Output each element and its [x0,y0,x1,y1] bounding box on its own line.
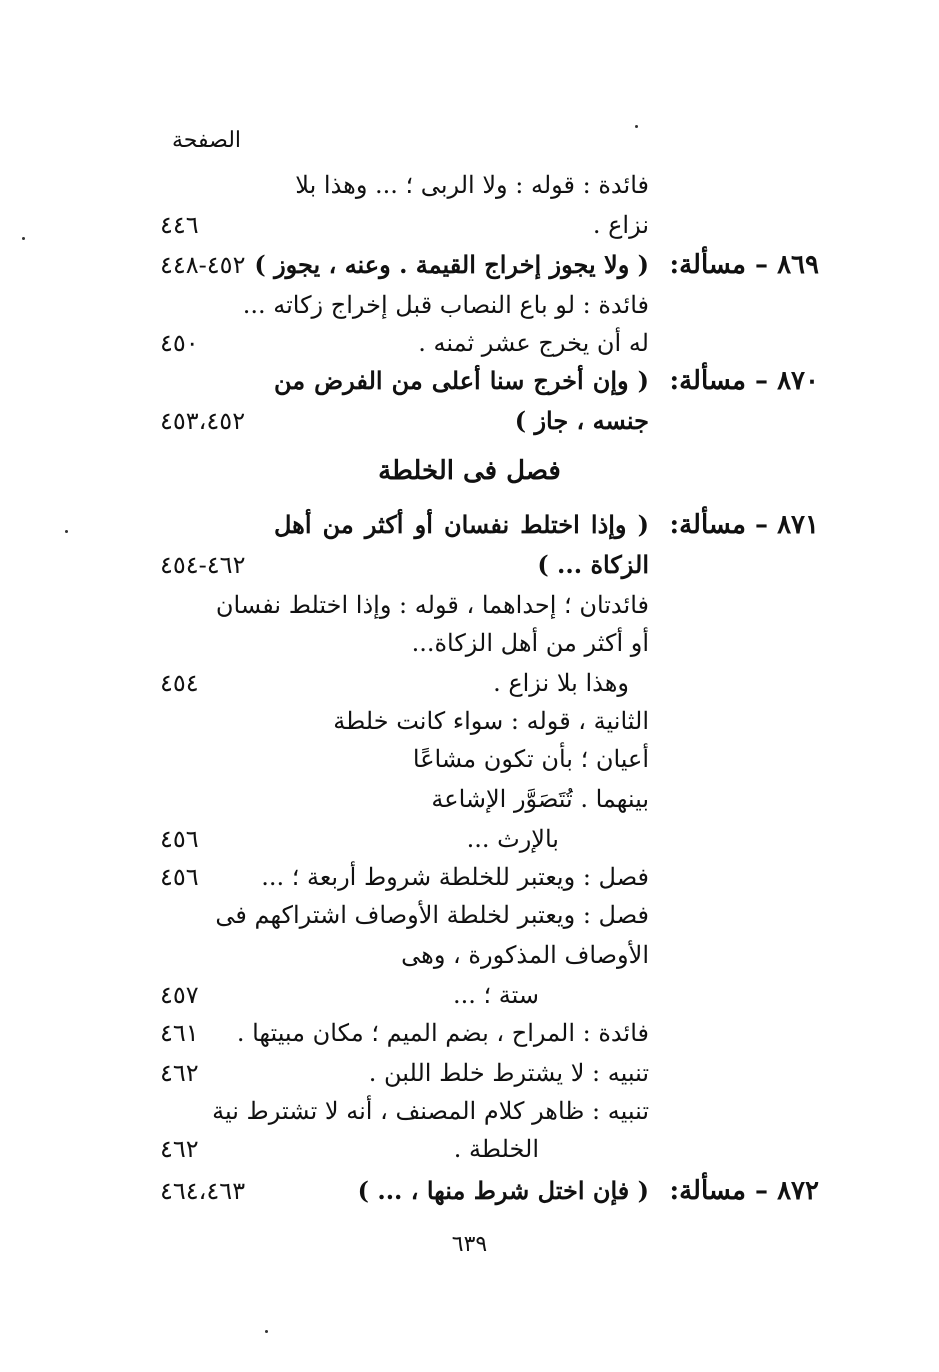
page-ref: ٤٦٢-٤٥٤ [160,551,246,579]
question-number: ٨٧١ – مسألة: [669,510,819,540]
entry-text: الخلطة . [453,1135,539,1163]
page-ref: ٤٥٧ [160,981,199,1009]
scan-speck [65,530,68,533]
entry-text: ستة ؛ ... [453,981,539,1009]
page-ref: ٤٤٦ [160,211,199,239]
page-column-header: الصفحة [172,128,242,153]
entry-text: نزاع . [592,211,649,239]
entry-text: فائدتان ؛ إحداهما ، قوله : وإذا اختلط نفسان [215,591,649,619]
page-ref: ٤٦٢ [160,1059,199,1087]
entry-text: تنبيه : لا يشترط خلط اللبن . [368,1059,649,1087]
entry-text: فائدة : لو باع النصاب قبل إخراج زكاته ... [242,291,649,319]
entry-text: له أن يخرج عشر ثمنه . [418,329,649,357]
page-ref: ٤٥٦ [160,825,199,853]
question-text: ( ولا يجوز إخراج القيمة . وعنه ، يجوز ) [254,250,649,279]
entry-text: أعيان ؛ بأن تكون مشاعًا [412,745,649,773]
entry-text: الأوصاف المذكورة ، وهى [401,941,649,969]
page-ref: ٤٦٢ [160,1135,199,1163]
entry-text: فصل : ويعتبر لخلطة الأوصاف اشتراكهم فى [215,901,649,929]
question-text: ( وإن أخرج سنا أعلى من الفرض من [274,366,649,395]
page-ref: ٤٦١ [160,1019,199,1047]
question-text: ( فإن اختل شرط منها ، ... ) [357,1176,649,1205]
scan-speck [22,237,25,240]
scan-speck [635,125,638,128]
entry-text: بينهما . تُتَصَوَّر الإشاعة [431,785,649,813]
entry-text: الثانية ، قوله : سواء كانت خلطة [333,707,649,735]
question-number: ٨٧٠ – مسألة: [669,366,819,396]
entry-text: فائدة : قوله : ولا الربى ؛ ... وهذا بلا [295,171,649,199]
entry-text: تنبيه : ظاهر كلام المصنف ، أنه لا تشترط نية [212,1097,649,1125]
page-ref: ٤٦٤،٤٦٣ [160,1177,246,1205]
page-number: ٦٣٩ [451,1232,488,1257]
page-ref: ٤٥٦ [160,863,199,891]
question-number: ٨٦٩ – مسألة: [669,250,819,280]
entry-text: بالإرث ... [466,825,559,853]
scan-speck [265,1330,268,1333]
page-ref: ٤٥٢-٤٤٨ [160,251,246,279]
page-ref: ٤٥٠ [160,329,199,357]
question-text: جنسه ، جاز ) [514,406,649,435]
entry-text: وهذا بلا نزاع . [493,669,629,697]
page-ref: ٤٥٣،٤٥٢ [160,407,246,435]
entry-text: أو أكثر من أهل الزكاة... [411,629,649,657]
question-number: ٨٧٢ – مسألة: [669,1176,819,1206]
page-ref: ٤٥٤ [160,669,199,697]
question-text: ( وإذا اختلط نفسان أو أكثر من أهل [274,510,649,539]
question-text: الزكاة ... ) [537,550,649,579]
entry-text: فائدة : المراح ، بضم الميم ؛ مكان مبيتها . [236,1019,649,1047]
entry-text: فصل : ويعتبر للخلطة شروط أربعة ؛ ... [261,863,649,891]
section-title: فصل فى الخلطة [378,456,561,486]
